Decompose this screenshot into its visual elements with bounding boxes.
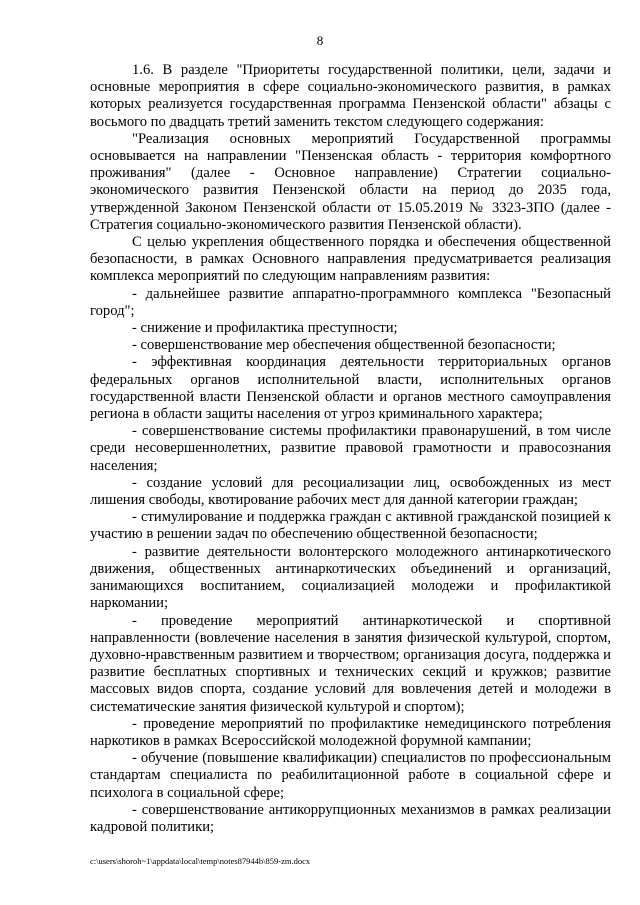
list-item: - создание условий для ресоциализации лиц, освобожденных из мест лишения свободы, квотирование рабочих мест для данной категории граждан; — [90, 474, 611, 509]
list-item: - обучение (повышение квалификации) специалистов по профессиональным стандартам специалиста по реабилитационной работе в социальной сфере и психолога в социальной сфере; — [90, 750, 611, 801]
paragraph-main-direction: "Реализация основных мероприятий Государственной программы основывается на направлении "Пензенская область - территория комфортного проживания" (далее - Основное направление) Стратегии социально-экономического развития Пензенской области на период до 2035 года, утвержденной Законом Пензенской области от 15.05.2019 № 3323-ЗПО (далее - Стратегия социально-экономического развития Пензенской области). — [90, 130, 611, 233]
list-item: - проведение мероприятий по профилактике немедицинского потребления наркотиков в рамках Всероссийской молодежной форумной кампании; — [90, 715, 611, 749]
list-item: - проведение мероприятий антинаркотической и спортивной направленности (вовлечение населения в занятия физической культурой, спортом, духовно-нравственным развитием и творчеством; организация досуга, поддержка и развитие бесплатных спортивных и технических секций и кружков; развитие массовых видов спорта, создание условий для вовлечения детей и молодежи в систематические занятия физической культурой и спортом); — [90, 612, 611, 715]
list-item: - совершенствование мер обеспечения общественной безопасности; — [132, 337, 556, 354]
list-item: - эффективная координация деятельности территориальных органов федеральных органов исполнительной власти, исполнительных органов государственной власти Пензенской области и органов местного самоуправления региона в области защиты населения от угроз криминального характера; — [90, 354, 611, 423]
list-item: - дальнейшее развитие аппаратно-программного комплекса "Безопасный город"; — [90, 285, 611, 319]
page-number: 8 — [316, 33, 324, 48]
list-item: - снижение и профилактика преступности; — [132, 320, 398, 337]
list-item: - стимулирование и поддержка граждан с активной гражданской позицией к участию в решении задач по обеспечению общественной безопасности; — [90, 509, 611, 543]
list-item: - развитие деятельности волонтерского молодежного антинаркотического движения, общественных антинаркотических объединений и организаций, занимающихся воспитанием, социализацией молодежи и профилактикой наркомании; — [90, 543, 611, 612]
document-body — [90, 62, 611, 836]
paragraph-amendment-intro: 1.6. В разделе "Приоритеты государственной политики, цели, задачи и основные мероприятия в сфере социально-экономического развития, в рамках которых реализуется государственная программа Пензенской области" абзацы с восьмого по двадцать третий заменить текстом следующего содержания: — [90, 62, 611, 130]
paragraph-security-goal: С целью укрепления общественного порядка и обеспечения общественной безопасности, в рамках Основного направления предусматривается реализация комплекса мероприятий по следующим направлениям развития: — [90, 234, 611, 285]
file-path-footer: c:\users\shoroh~1\appdata\local\temp\notes87944b\859-zm.docx — [90, 856, 311, 866]
list-item: - совершенствование системы профилактики правонарушений, в том числе среди несовершеннолетних, развитие правовой грамотности и правосознания населения; — [90, 423, 611, 474]
list-item: - совершенствование антикоррупционных механизмов в рамках реализации кадровой политики; — [90, 801, 611, 835]
